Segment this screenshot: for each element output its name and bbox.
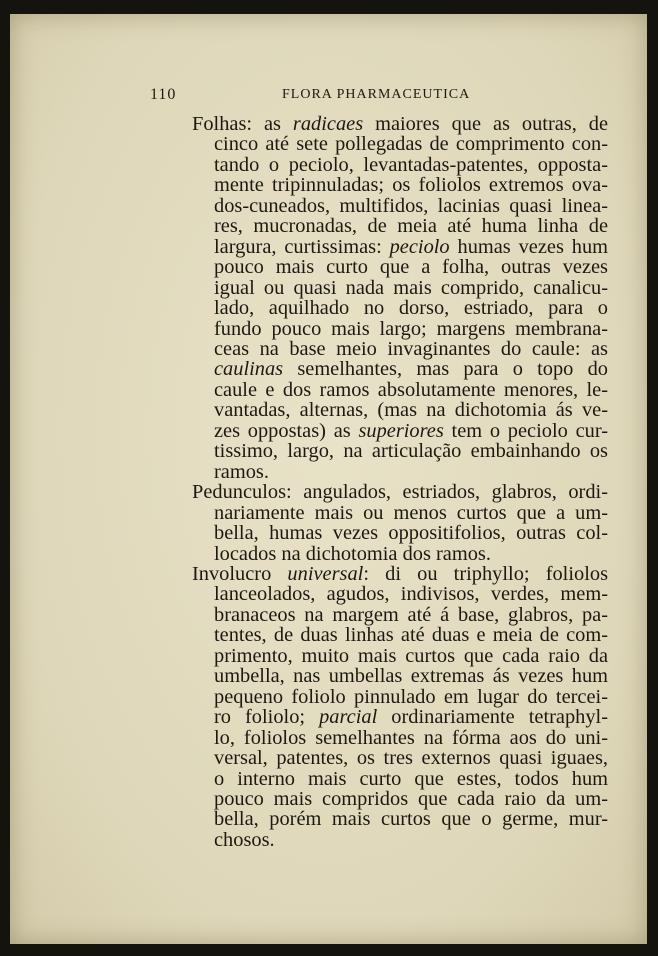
- text-line: lanceolados, agudos, indivisos, verdes, mem-: [214, 583, 608, 606]
- paragraph: [188, 564, 608, 850]
- page-header: [150, 86, 490, 106]
- text-line: largura, curtissimas: peciolo humas vezes hum: [214, 235, 608, 258]
- text-line: primento, muito mais curtos que cada raio da: [214, 644, 608, 667]
- text-line: branaceos na margem até á base, glabros, pa-: [214, 603, 608, 626]
- text-line: lado, aquilhado no dorso, estriado, para o: [214, 297, 608, 320]
- page-number: 110: [150, 86, 177, 103]
- text-line: locados na dichotomia dos ramos.: [214, 542, 491, 565]
- running-title: FLORA PHARMACEUTICA: [282, 87, 471, 102]
- text-line: cinco até sete pollegadas de comprimento con-: [214, 133, 608, 156]
- text-line: Folhas: as radicaes maiores que as outras, de: [192, 113, 609, 135]
- italic-term: superiores: [358, 419, 444, 442]
- text-line: tissimo, largo, na articulação embainhando os: [214, 440, 608, 463]
- text-line: pouco mais curto que a folha, outras vezes: [214, 256, 608, 279]
- text-line: pouco mais compridos que cada raio da um-: [214, 787, 608, 810]
- text-line: o interno mais curto que estes, todos hum: [214, 767, 608, 790]
- text-line: igual ou quasi nada mais comprido, canalicu-: [214, 276, 608, 299]
- text-line: bella, humas vezes oppositifolios, outras col-: [214, 522, 608, 545]
- text-line: ramos.: [214, 460, 269, 483]
- text-line: caule e dos ramos absolutamente menores, le-: [214, 378, 608, 401]
- text-line: lo, foliolos semelhantes na fórma aos do uni-: [214, 726, 608, 749]
- text-line: caulinas semelhantes, mas para o topo do: [214, 358, 608, 381]
- text-line: umbella, nas umbellas extremas ás vezes hum: [214, 665, 608, 688]
- text-line: tentes, de duas linhas até duas e meia de com-: [214, 624, 608, 647]
- text-line: Involucro universal: di ou triphyllo; foliolos: [192, 562, 608, 585]
- text-line: versal, patentes, os tres externos quasi iguaes,: [214, 747, 608, 770]
- text-line: nariamente mais ou menos curtos que a um-: [214, 501, 608, 524]
- text-line: tando o peciolo, levantadas-patentes, opposta-: [214, 153, 608, 176]
- text-line: bella, porém mais curtos que o germe, mur-: [214, 808, 608, 831]
- italic-term: caulinas: [214, 358, 284, 381]
- italic-term: parcial: [319, 706, 378, 729]
- text-line: vantadas, alternas, (mas na dichotomia ás ve-: [214, 399, 608, 422]
- italic-term: universal: [287, 562, 364, 585]
- text-line: fundo pouco mais largo; margens membrana-: [214, 317, 608, 340]
- text-line: zes oppostas) as superiores tem o peciolo cur-: [214, 419, 608, 442]
- text-line: chosos.: [214, 828, 275, 851]
- text-line: dos-cuneados, multifidos, lacinias quasi linea-: [214, 194, 608, 217]
- italic-term: peciolo: [389, 235, 450, 258]
- text-line: pequeno foliolo pinnulado em lugar do tercei-: [214, 685, 608, 708]
- paragraph: [188, 482, 608, 564]
- paragraph: [188, 114, 608, 482]
- text-line: res, mucronadas, de meia até huma linha de: [214, 215, 608, 238]
- text-line: Pedunculos: angulados, estriados, glabros, ordi-: [192, 481, 608, 504]
- italic-term: radicaes: [292, 113, 364, 135]
- text-line: ro foliolo; parcial ordinariamente tetraphyl-: [214, 706, 608, 729]
- text-line: mente tripinnuladas; os foliolos extremos ova-: [214, 174, 608, 197]
- text-line: ceas na base meio invaginantes do caule: as: [214, 337, 608, 360]
- book-page: [10, 14, 647, 944]
- body-text: [188, 114, 608, 850]
